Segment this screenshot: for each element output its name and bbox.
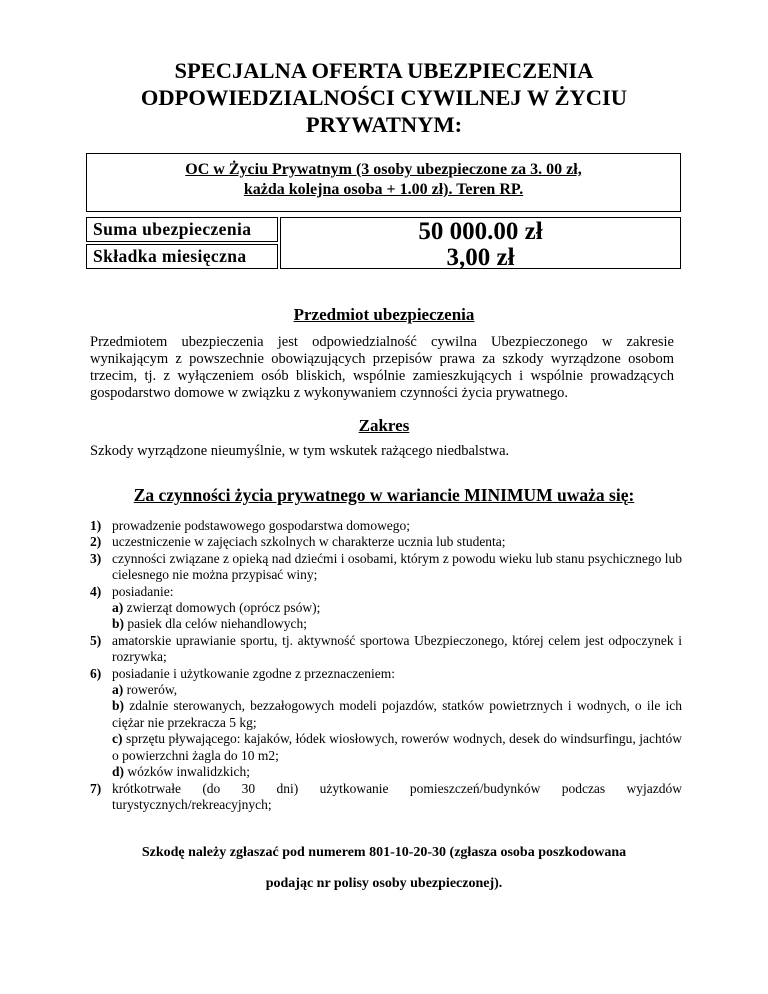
activities-heading: Za czynności życia prywatnego w wariancie MINIMUM uważa się: [133, 485, 635, 505]
activities-list [90, 518, 682, 813]
offer-summary-line-1: OC w Życiu Prywatnym (3 osoby ubezpieczone za 3. 00 zł, [185, 161, 582, 178]
list-item-text: czynności związane z opieką nad dziećmi i osobami, którym z powodu wieku lub stanu psychicznego lub cielesnego nie można przypisać winy; [112, 550, 682, 583]
title-line-2: ODPOWIEDZIALNOŚCI CYWILNEJ W ŻYCIU [140, 85, 628, 110]
sub-item [112, 616, 682, 632]
sub-item-text: zwierząt domowych (oprócz psów); [126, 600, 321, 616]
list-item [90, 666, 682, 781]
sub-item [112, 600, 682, 616]
values-cell [280, 217, 681, 269]
offer-summary-line-2: każda kolejna osoba + 1.00 zł). Teren RP. [243, 181, 524, 198]
sub-item-letter: c) [112, 731, 123, 747]
footer-line-1: Szkodę należy zgłaszać pod numerem 801-10-20-30 (zgłasza osoba poszkodowana [141, 845, 627, 860]
list-item-number: 1) [90, 518, 102, 533]
sub-item-letter: b) [112, 698, 125, 714]
title-line-3: PRYWATNYM: [305, 112, 463, 137]
list-item-text: uczestniczenie w zajęciach szkolnych w charakterze ucznia lub studenta; [112, 534, 506, 550]
list-item-text: amatorskie uprawianie sportu, tj. aktywność sportowa Ubezpieczonego, której celem jest odpoczynek i rozrywka; [112, 632, 682, 665]
sub-item-letter: a) [112, 682, 124, 698]
list-item-text: krótkotrwałe (do 30 dni) użytkowanie pomieszczeń/budynków podczas wyjazdów turystycznych/rekreacyjnych; [112, 780, 682, 812]
sub-item-text: rowerów, [126, 682, 178, 698]
monthly-premium-value: 3,00 zł [446, 244, 515, 271]
list-item [90, 584, 682, 633]
list-item-number: 7) [90, 780, 102, 796]
sum-insured-label: Suma ubezpieczenia [86, 217, 278, 242]
list-item-number: 3) [90, 550, 102, 566]
scope-heading-text: Zakres [358, 416, 410, 435]
document-title [0, 57, 768, 138]
sub-item-text: pasiek dla celów niehandlowych; [127, 616, 307, 632]
list-item [90, 518, 682, 534]
sub-item [112, 682, 682, 698]
sub-item [112, 698, 682, 731]
subject-heading: Przedmiot ubezpieczenia [293, 305, 475, 324]
list-item-text: posiadanie: [112, 583, 174, 599]
sub-item-letter: a) [112, 600, 124, 616]
list-item-text: prowadzenie podstawowego gospodarstwa domowego; [112, 518, 411, 533]
list-item-number: 4) [90, 583, 102, 599]
scope-paragraph: Szkody wyrządzone nieumyślnie, w tym wskutek rażącego niedbalstwa. [90, 443, 510, 459]
sub-item [112, 731, 682, 764]
list-item [90, 781, 682, 814]
sub-item-text: wózków inwalidzkich; [127, 764, 250, 780]
title-line-1: SPECJALNA OFERTA UBEZPIECZENIA [174, 58, 594, 83]
list-item-number: 2) [90, 534, 102, 550]
subject-paragraph: Przedmiotem ubezpieczenia jest odpowiedzialność cywilna Ubezpieczonego w zakresie wynikającym z powszechnie obowiązujących przepisów prawa za szkody wyrządzone osobom trzecim, tj. z wyłączeniem osób bliskich, wspólnie zamieszkujących i wspólnie prowadzących gospodarstwo domowe w związku z wykonywaniem czynności życia prywatnego. [90, 334, 674, 401]
list-item-number: 6) [90, 665, 102, 681]
list-item-number: 5) [90, 632, 102, 648]
sub-item-letter: d) [112, 764, 125, 780]
offer-summary-box [86, 153, 681, 212]
list-item [90, 534, 682, 550]
sub-item-text: zdalnie sterowanych, bezzałogowych modeli pojazdów, statków powietrznych i wodnych, o ile ich ciężar nie przekracza 5 kg; [112, 698, 683, 730]
sub-item-letter: b) [112, 616, 125, 632]
list-item [90, 551, 682, 584]
monthly-premium-label: Składka miesięczna [86, 244, 278, 269]
footer-line-2: podając nr polisy osoby ubezpieczonej). [265, 876, 503, 891]
sum-insured-value: 50 000.00 zł [418, 218, 543, 245]
list-item [90, 633, 682, 666]
sub-item [112, 764, 682, 780]
scope-heading [0, 416, 768, 436]
sub-item-text: sprzętu pływającego: kajaków, łódek wiosłowych, rowerów wodnych, desek do windsurfingu, jachtów o powierzchni żagla do 10 m2; [112, 731, 682, 763]
list-item-text: posiadanie i użytkowanie zgodne z przeznaczeniem: [112, 665, 395, 681]
